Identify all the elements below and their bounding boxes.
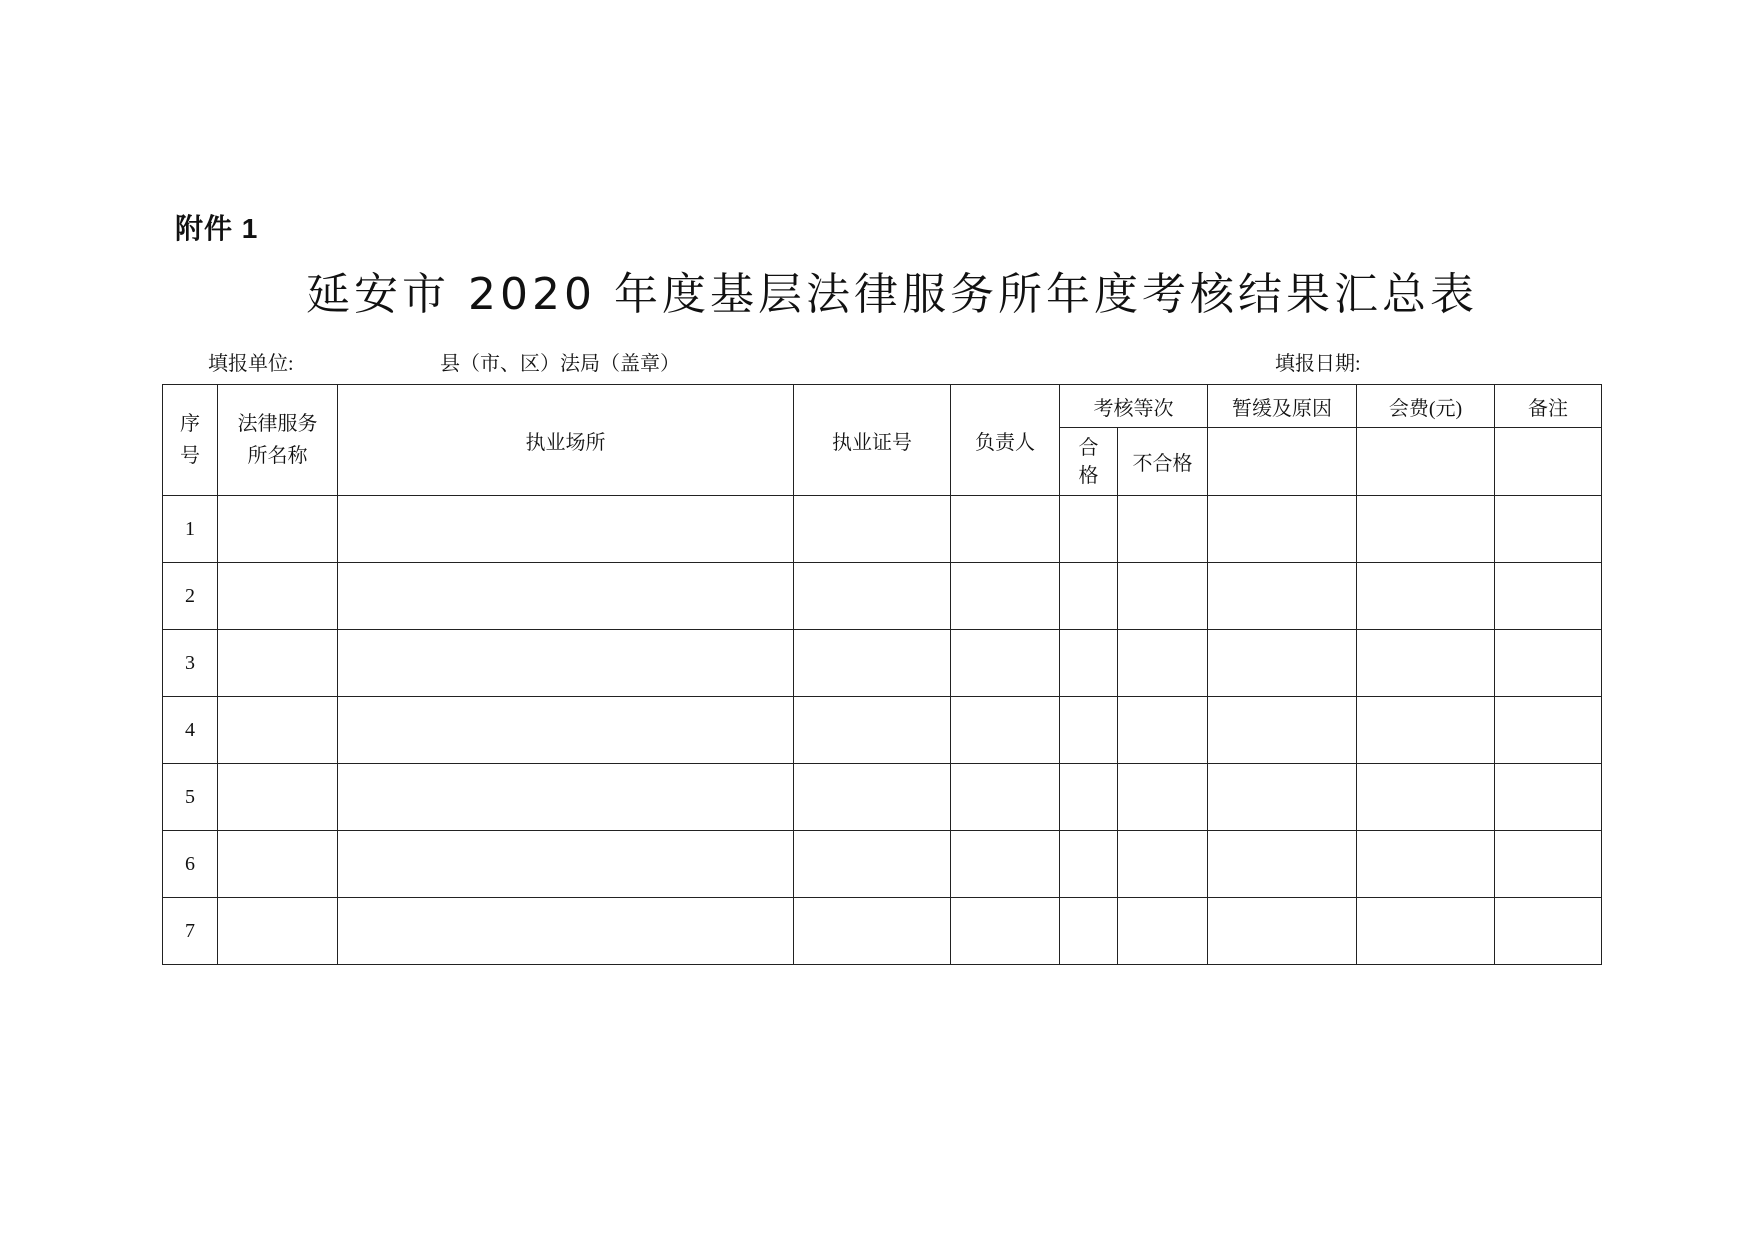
cell-office-name[interactable] — [218, 831, 338, 898]
header-office-name-line2: 所名称 — [247, 445, 308, 467]
cell-remark[interactable] — [1495, 898, 1602, 965]
header-license-number: 执业证号 — [794, 385, 951, 496]
cell-license-number[interactable] — [794, 630, 951, 697]
cell-pass[interactable] — [1060, 496, 1118, 563]
cell-location[interactable] — [338, 630, 794, 697]
cell-remark[interactable] — [1495, 496, 1602, 563]
cell-remark[interactable] — [1495, 630, 1602, 697]
cell-person-in-charge[interactable] — [951, 764, 1060, 831]
cell-fee[interactable] — [1357, 563, 1495, 630]
cell-location[interactable] — [338, 563, 794, 630]
row-number: 1 — [163, 496, 218, 563]
row-number: 5 — [163, 764, 218, 831]
cell-license-number[interactable] — [794, 563, 951, 630]
cell-suspension-reason[interactable] — [1208, 764, 1357, 831]
header-seq-line2: 号 — [180, 445, 200, 467]
header-fee: 会费(元) — [1357, 385, 1495, 428]
header-location: 执业场所 — [338, 385, 794, 496]
summary-table — [162, 384, 1602, 965]
cell-fee[interactable] — [1357, 898, 1495, 965]
cell-suspension-reason[interactable] — [1208, 697, 1357, 764]
reporting-unit-label: 填报单位: — [208, 353, 294, 375]
cell-fee[interactable] — [1357, 697, 1495, 764]
cell-office-name[interactable] — [218, 563, 338, 630]
row-number: 6 — [163, 831, 218, 898]
cell-license-number[interactable] — [794, 831, 951, 898]
cell-office-name[interactable] — [218, 697, 338, 764]
cell-person-in-charge[interactable] — [951, 496, 1060, 563]
header-fail: 不合格 — [1118, 428, 1208, 496]
cell-location[interactable] — [338, 898, 794, 965]
cell-person-in-charge[interactable] — [951, 630, 1060, 697]
header-pass-line1: 合 — [1078, 436, 1099, 459]
header-office-name — [218, 385, 338, 496]
cell-location[interactable] — [338, 831, 794, 898]
header-person-in-charge: 负责人 — [951, 385, 1060, 496]
cell-location[interactable] — [338, 697, 794, 764]
document-title: 延安市 2020 年度基层法律服务所年度考核结果汇总表 — [306, 269, 1478, 320]
header-seq-line1: 序 — [180, 413, 200, 435]
cell-suspension-reason[interactable] — [1208, 831, 1357, 898]
cell-license-number[interactable] — [794, 764, 951, 831]
reporting-unit-value: 县（市、区）法局（盖章） — [440, 353, 680, 375]
table-row — [163, 764, 1602, 831]
cell-remark[interactable] — [1495, 831, 1602, 898]
cell-office-name[interactable] — [218, 496, 338, 563]
cell-pass[interactable] — [1060, 563, 1118, 630]
header-pass — [1060, 428, 1118, 496]
header-assessment-grade: 考核等次 — [1060, 385, 1208, 428]
cell-office-name[interactable] — [218, 764, 338, 831]
cell-remark[interactable] — [1495, 697, 1602, 764]
cell-location[interactable] — [338, 496, 794, 563]
cell-location[interactable] — [338, 764, 794, 831]
cell-pass[interactable] — [1060, 764, 1118, 831]
row-number: 7 — [163, 898, 218, 965]
cell-fail[interactable] — [1118, 831, 1208, 898]
cell-fail[interactable] — [1118, 697, 1208, 764]
cell-fail[interactable] — [1118, 563, 1208, 630]
header-office-name-line1: 法律服务 — [237, 413, 318, 435]
table-row — [163, 697, 1602, 764]
table-row — [163, 831, 1602, 898]
header-suspension-reason: 暂缓及原因 — [1208, 385, 1357, 428]
cell-person-in-charge[interactable] — [951, 563, 1060, 630]
cell-person-in-charge[interactable] — [951, 697, 1060, 764]
cell-pass[interactable] — [1060, 898, 1118, 965]
cell-person-in-charge[interactable] — [951, 898, 1060, 965]
cell-fee[interactable] — [1357, 496, 1495, 563]
table-body — [163, 496, 1602, 965]
table-row — [163, 898, 1602, 965]
cell-office-name[interactable] — [218, 630, 338, 697]
cell-fail[interactable] — [1118, 496, 1208, 563]
reporting-date-label: 填报日期: — [1275, 353, 1361, 375]
cell-license-number[interactable] — [794, 898, 951, 965]
row-number: 2 — [163, 563, 218, 630]
cell-suspension-reason[interactable] — [1208, 563, 1357, 630]
cell-fail[interactable] — [1118, 630, 1208, 697]
cell-fee[interactable] — [1357, 764, 1495, 831]
cell-suspension-reason[interactable] — [1208, 898, 1357, 965]
header-fee-blank — [1357, 428, 1495, 496]
cell-suspension-reason[interactable] — [1208, 630, 1357, 697]
cell-fail[interactable] — [1118, 898, 1208, 965]
attachment-label: 附件 1 — [175, 213, 259, 244]
cell-pass[interactable] — [1060, 630, 1118, 697]
header-pass-line2: 格 — [1078, 464, 1099, 487]
cell-office-name[interactable] — [218, 898, 338, 965]
cell-person-in-charge[interactable] — [951, 831, 1060, 898]
table-row — [163, 630, 1602, 697]
cell-pass[interactable] — [1060, 697, 1118, 764]
row-number: 3 — [163, 630, 218, 697]
cell-fee[interactable] — [1357, 831, 1495, 898]
header-remark: 备注 — [1495, 385, 1602, 428]
cell-remark[interactable] — [1495, 563, 1602, 630]
cell-fail[interactable] — [1118, 764, 1208, 831]
cell-fee[interactable] — [1357, 630, 1495, 697]
cell-remark[interactable] — [1495, 764, 1602, 831]
header-remark-blank — [1495, 428, 1602, 496]
cell-license-number[interactable] — [794, 496, 951, 563]
row-number: 4 — [163, 697, 218, 764]
table-row — [163, 496, 1602, 563]
header-suspension-blank — [1208, 428, 1357, 496]
table-row — [163, 563, 1602, 630]
header-seq — [163, 385, 218, 496]
cell-pass[interactable] — [1060, 831, 1118, 898]
cell-suspension-reason[interactable] — [1208, 496, 1357, 563]
cell-license-number[interactable] — [794, 697, 951, 764]
